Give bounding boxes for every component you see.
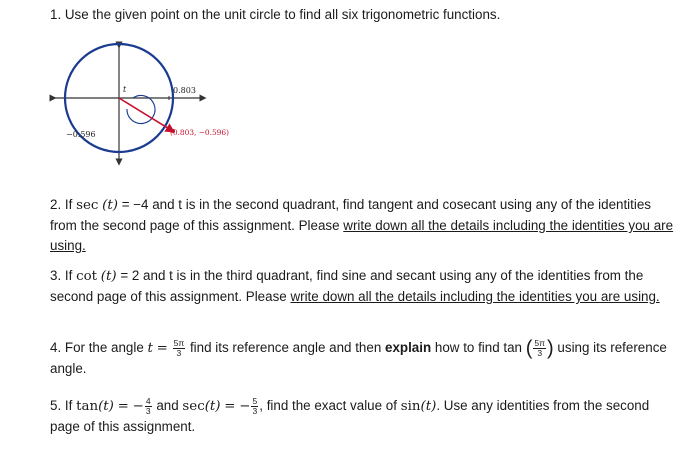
angle-arc <box>127 95 155 123</box>
point-label: (0.803, −0.596) <box>170 128 229 137</box>
fraction-5pi-over-3-arg: $\frac{5\pi}{3}$ <box>534 337 546 358</box>
question-1: 1. Use the given point on the unit circle to find all six trigonometric functions. <box>50 7 501 22</box>
question-4: 4. For the angle t = $\frac{5\pi}{3}$ find its reference angle and then explain how to find tan ( $\frac{5\pi}{3}$ ) using its reference angle. <box>50 337 667 376</box>
fraction-4-over-3: $\frac{4}{3}$ <box>145 395 151 416</box>
y-value-label: 0.803 <box>173 86 196 95</box>
x-value-label: −0.596 <box>66 130 96 139</box>
t-label: t <box>123 85 127 94</box>
radius-segment <box>119 98 171 130</box>
question-3: 3. If cot (t) = 2 and t is in the third quadrant, find sine and secant using any of the identities from the second page of this assignment. Please write down all the details including the identities you are using. <box>50 268 660 304</box>
fraction-5pi-over-3: $\frac{5\pi}{3}$ <box>173 337 185 358</box>
fraction-5-over-3: $\frac{5}{3}$ <box>252 395 258 416</box>
question-2: 2. If sec (t) = −4 and t is in the second quadrant, find tangent and cosecant using any of the identities from the second page of this assignment. Please write down all the details including the identities you are using. <box>50 197 674 253</box>
unit-circle-figure <box>45 40 265 190</box>
question-5: 5. If tan(t) = − $\frac{4}{3}$ and sec(t) = − $\frac{5}{3}$ , find the exact value of sin(t). Use any identities from the second page of this assignment. <box>50 395 650 434</box>
